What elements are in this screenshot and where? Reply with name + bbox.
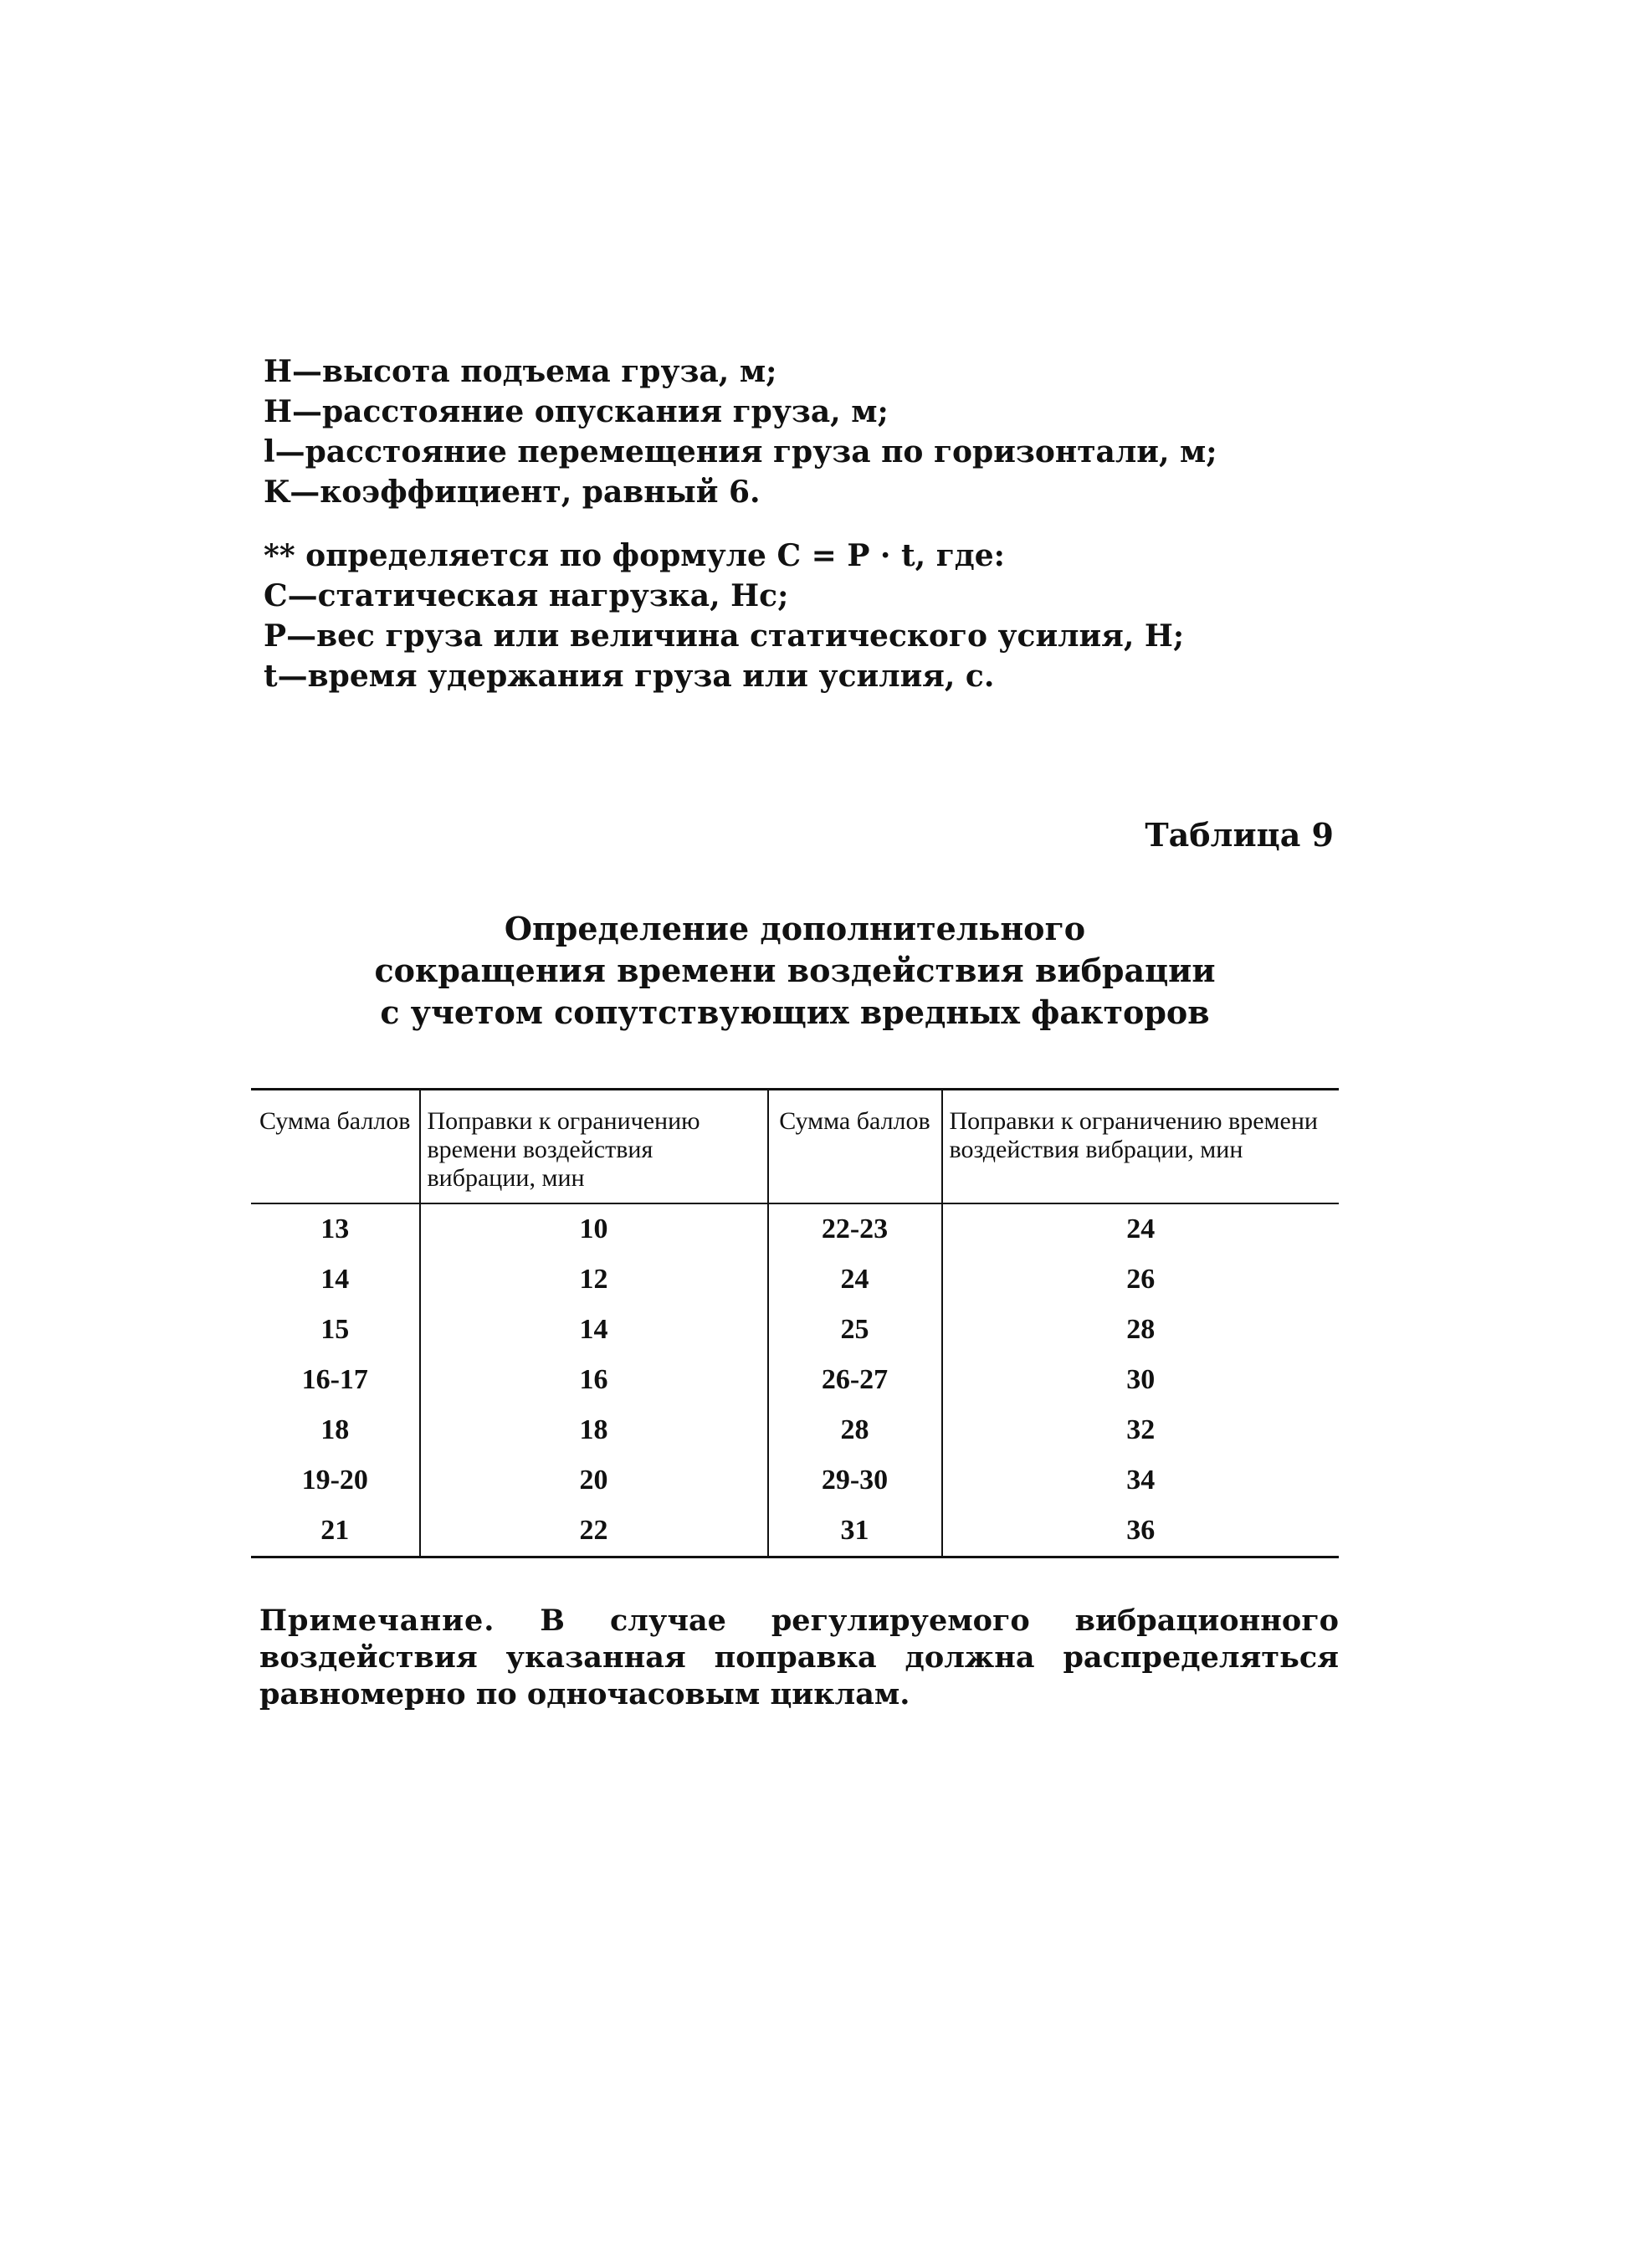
table-cell: 24 (768, 1255, 942, 1305)
table-header-row (251, 1090, 1339, 1204)
vibration-correction-table (251, 1088, 1339, 1558)
table-row (251, 1355, 1339, 1405)
table-cell: 29-30 (768, 1455, 942, 1506)
table-cell: 22 (420, 1506, 768, 1557)
table-row (251, 1305, 1339, 1355)
formula-line: С—статическая нагрузка, Нс; (264, 578, 789, 613)
definition-line: H—высота подъема груза, м; (264, 354, 777, 389)
table-cell: 10 (420, 1203, 768, 1255)
note-label: Примечание. (259, 1604, 495, 1638)
table-cell: 31 (768, 1506, 942, 1557)
formula-block (264, 536, 1184, 696)
table-row (251, 1405, 1339, 1455)
table-cell: 13 (320, 1214, 350, 1244)
table-cell: 28 (768, 1405, 942, 1455)
table-cell: 12 (420, 1255, 768, 1305)
table-cell: 16 (420, 1355, 768, 1405)
column-header: Сумма баллов (251, 1090, 420, 1204)
table-cell: 14 (320, 1264, 350, 1295)
formula-line: t—время удержания груза или усилия, с. (264, 659, 995, 694)
table-cell: 18 (320, 1414, 350, 1445)
table-row (251, 1203, 1339, 1255)
table-title (251, 908, 1339, 1034)
definition-line: K—коэффициент, равный 6. (264, 475, 761, 510)
definition-line: l—расстояние перемещения груза по горизонтали, м; (264, 434, 1217, 470)
table-title-line: сокращения времени воздействия вибрации (374, 952, 1216, 989)
table-cell: 25 (768, 1305, 942, 1355)
column-header: Поправки к ограничению времени воздействия вибрации, мин (420, 1090, 768, 1204)
formula-intro: ** определяется по формуле С = Р · t, где: (264, 538, 1005, 573)
table-cell: 20 (420, 1455, 768, 1506)
table-row (251, 1255, 1339, 1305)
table-title-line: с учетом сопутствующих вредных факторов (380, 993, 1210, 1031)
table-cell: 16-17 (301, 1364, 368, 1395)
table-cell: 24 (942, 1203, 1340, 1255)
table-cell: 32 (942, 1405, 1340, 1455)
table-cell: 15 (320, 1314, 350, 1345)
table-cell: 14 (420, 1305, 768, 1355)
table-cell: 34 (942, 1455, 1340, 1506)
table-cell: 26 (942, 1255, 1340, 1305)
table-cell: 26-27 (768, 1355, 942, 1405)
table-cell: 18 (420, 1405, 768, 1455)
definitions-list (264, 351, 1217, 512)
table-note (259, 1603, 1339, 1713)
note-text: В случае регулируемого вибрационного воздействия указанная поправка должна распределяться равномерно по одночасовым циклам. (259, 1604, 1339, 1711)
formula-line: Р—вес груза или величина статического усилия, Н; (264, 618, 1185, 654)
column-header: Поправки к ограничению времени воздействия вибрации, мин (942, 1090, 1340, 1204)
table-cell: 30 (942, 1355, 1340, 1405)
definition-line: H—расстояние опускания груза, м; (264, 394, 889, 429)
table-cell: 21 (251, 1506, 420, 1557)
table-cell: 19-20 (301, 1465, 368, 1496)
table-cell: 28 (942, 1305, 1340, 1355)
column-header: Сумма баллов (768, 1090, 942, 1204)
table-cell: 36 (942, 1506, 1340, 1557)
table-cell: 22-23 (768, 1203, 942, 1255)
table-title-line: Определение дополнительного (504, 910, 1086, 947)
table-label: Таблица 9 (1145, 816, 1334, 854)
table-row (251, 1455, 1339, 1506)
table-row (251, 1506, 1339, 1557)
